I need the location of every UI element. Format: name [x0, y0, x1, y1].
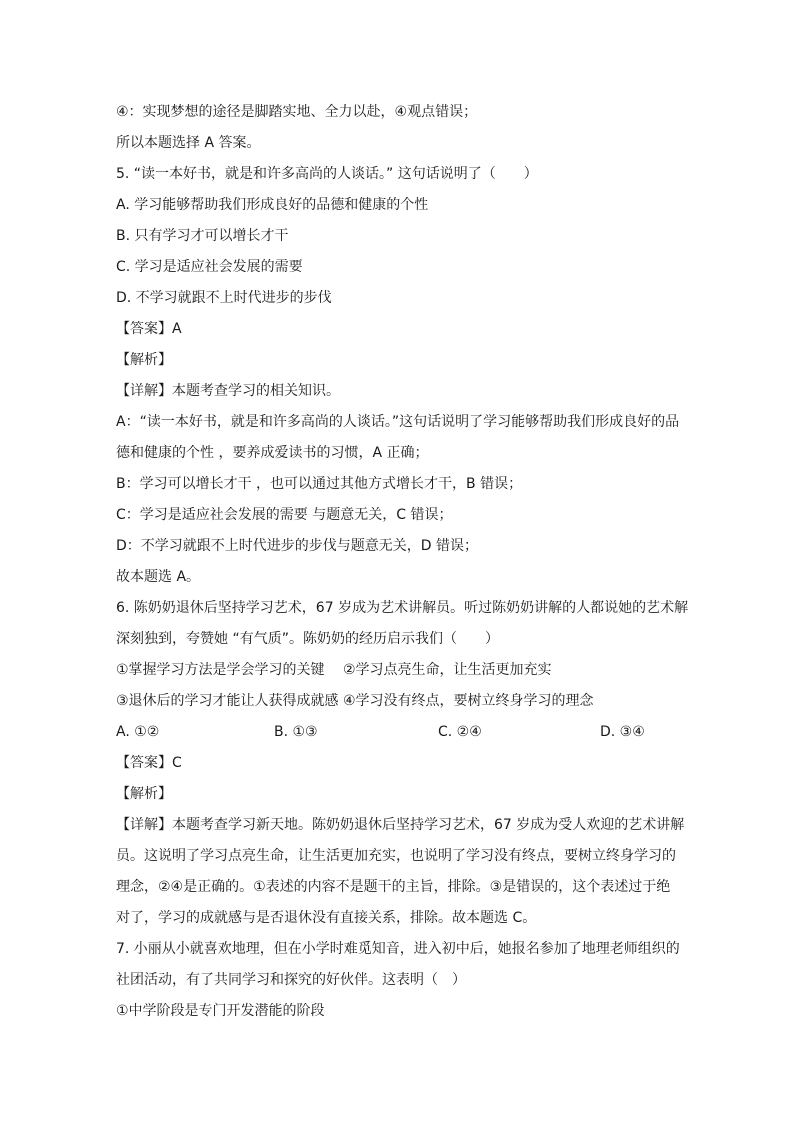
question-7-stem-cont: 社团活动，有了共同学习和探究的好伙伴。这表明（ ）: [116, 972, 466, 988]
q5-detail-d: D：不学习就跟不上时代进步的步伐与题意无关，D 错误；: [116, 538, 479, 554]
q5-conclusion: 故本题选 A。: [116, 569, 201, 585]
q5-option-d: D. 不学习就跟不上时代进步的步伐: [116, 290, 332, 306]
question-7-stem: 7. 小丽从小就喜欢地理，但在小学时难觅知音，进入初中后，她报名参加了地理老师组织的: [116, 941, 680, 957]
q6-option-a: A. ①②: [116, 724, 160, 740]
q6-option-d: D. ③④: [600, 724, 645, 740]
q6-statements-1-2: ①掌握学习方法是学会学习的关键 ②学习点亮生命，让生活更加充实: [116, 662, 552, 678]
q6-detail-3: 理念，②④是正确的。①表述的内容不是题干的主旨，排除。③是错误的，这个表述过于绝: [116, 879, 671, 895]
q5-option-c: C. 学习是适应社会发展的需要: [116, 259, 303, 275]
q6-option-b: B. ①③: [274, 724, 318, 740]
q6-statements-3-4: ③退休后的学习才能让人获得成就感 ④学习没有终点，要树立终身学习的理念: [116, 693, 594, 709]
question-6-stem: 6. 陈奶奶退休后坚持学习艺术，67 岁成为艺术讲解员。听过陈奶奶讲解的人都说她的艺术解: [116, 600, 689, 616]
q5-detail-b: B：学习可以增长才干 ，也可以通过其他方式增长才干，B 错误；: [116, 476, 523, 492]
q6-detail-2: 员。这说明了学习点亮生命，让生活更加充实，也说明了学习没有终点，要树立终身学习的: [116, 848, 676, 864]
q5-detail-a-cont: 德和健康的个性 ，要养成爱读书的习惯，A 正确；: [116, 445, 429, 461]
q6-answer: 【答案】C: [116, 755, 182, 771]
q5-detail-a: A：“读一本好书，就是和许多高尚的人谈话。”这句话说明了学习能够帮助我们形成良好的品: [116, 414, 680, 430]
q7-statement-1: ①中学阶段是专门开发潜能的阶段: [116, 1003, 325, 1019]
q5-detail: 【详解】本题考查学习的相关知识。: [116, 383, 340, 399]
q6-option-c: C. ②④: [438, 724, 482, 740]
q5-detail-c: C：学习是适应社会发展的需要 与题意无关，C 错误；: [116, 507, 453, 523]
q6-analysis-heading: 【解析】: [116, 786, 172, 802]
question-5-stem: 5. “读一本好书，就是和许多高尚的人谈话。” 这句话说明了（ ）: [116, 166, 538, 182]
q6-detail-4: 对了，学习的成就感与是否退休没有直接关系，排除。故本题选 C。: [116, 910, 537, 926]
q5-answer: 【答案】A: [116, 321, 182, 337]
q6-detail-1: 【详解】本题考查学习新天地。陈奶奶退休后坚持学习艺术，67 岁成为受人欢迎的艺术讲解: [116, 817, 685, 833]
q5-option-a: A. 学习能够帮助我们形成良好的品德和健康的个性: [116, 197, 429, 213]
text-line: 所以本题选择 A 答案。: [116, 135, 261, 151]
question-6-stem-cont: 深刻独到，夸赞她 “有气质”。陈奶奶的经历启示我们（ ）: [116, 631, 499, 647]
text-line: ④：实现梦想的途径是脚踏实地、全力以赴，④观点错误；: [116, 104, 478, 120]
q5-option-b: B. 只有学习才可以增长才干: [116, 228, 289, 244]
q5-analysis-heading: 【解析】: [116, 352, 172, 368]
